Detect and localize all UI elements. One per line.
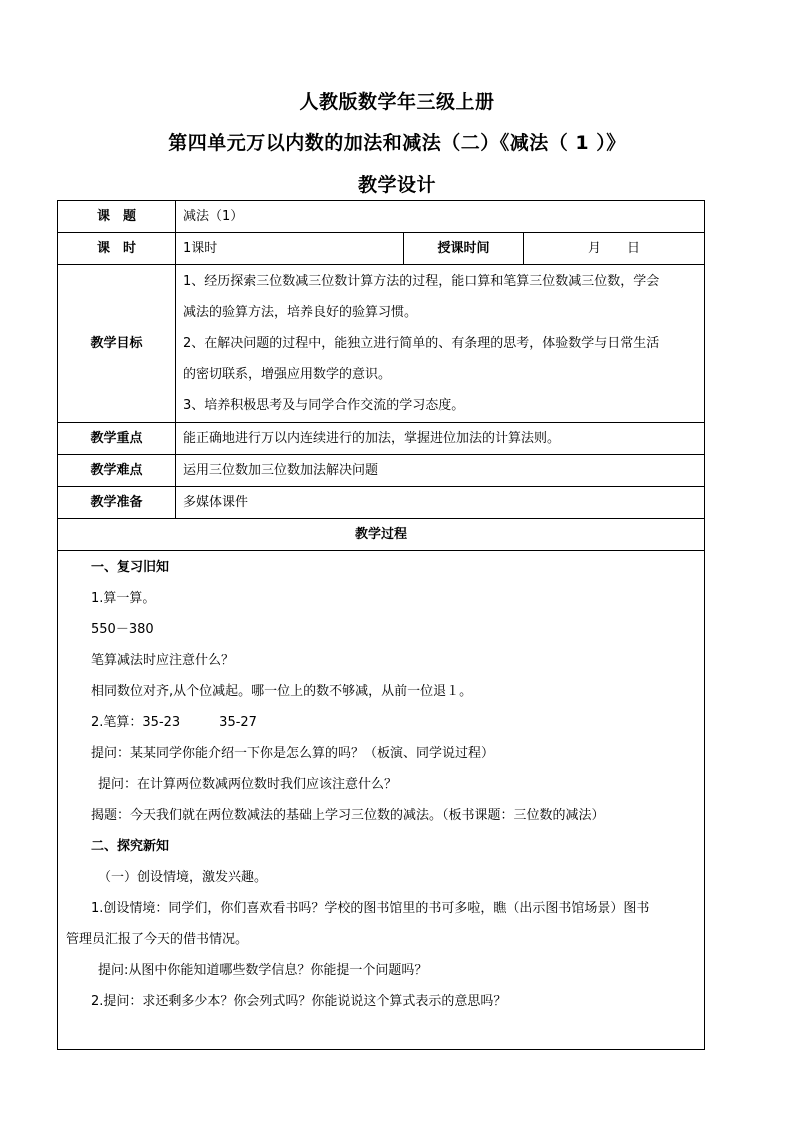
period-row [58,233,705,265]
difficulty-label: 教学难点 [58,455,176,487]
process-line: 揭题：今天我们就在两位数减法的基础上学习三位数的减法。（板书课题：三位数的减法） [91,808,605,823]
period-label: 课 时 [58,233,176,265]
doc-heading: 教学设计 [357,174,436,196]
process-line: 提问:从图中你能知道哪些数学信息？你能提一个问题吗？ [98,963,428,978]
time-value: 月 日 [524,233,705,265]
objectives-row [58,265,705,423]
difficulty-row [58,455,705,487]
process-line: 管理员汇报了今天的借书情况。 [66,932,249,947]
prep-label: 教学准备 [58,487,176,519]
lesson-plan-table [57,200,705,1050]
topic-value: 减法（1） [176,201,705,233]
process-row [58,551,705,1050]
topic-row [58,201,705,233]
objective-line: 减法的验算方法，培养良好的验算习惯。 [183,305,418,320]
objective-line: 的密切联系，增强应用数学的意识。 [183,367,392,382]
process-line: 2.提问：求还剩多少本？你会列式吗？你能说说这个算式表示的意思吗？ [91,994,507,1009]
key-label: 教学重点 [58,423,176,455]
objective-line: 3、培养积极思考及与同学合作交流的学习态度。 [183,398,465,413]
period-value: 1课时 [176,233,404,265]
time-label: 授课时间 [404,233,524,265]
prep-value: 多媒体课件 [176,487,705,519]
objective-line: 2、在解决问题的过程中，能独立进行简单的、有条理的思考，体验数学与日常生活 [183,336,660,351]
process-line: （一）创设情境，激发兴趣。 [98,870,268,885]
process-line: 相同数位对齐,从个位减起。哪一位上的数不够减，从前一位退１。 [91,684,473,699]
objectives-label: 教学目标 [58,265,176,423]
process-line: 提问：在计算两位数减两位数时我们应该注意什么？ [98,777,398,792]
process-line: 提问：某某同学你能介绍一下你是怎么算的吗？（板演、同学说过程） [91,746,495,761]
difficulty-value: 运用三位数加三位数加法解决问题 [176,455,705,487]
key-value: 能正确地进行万以内连续进行的加法，掌握进位加法的计算法则。 [176,423,705,455]
doc-title: 人教版数学年三级上册 [299,91,495,113]
process-cell [58,551,705,1050]
doc-subtitle: 第四单元万以内数的加法和减法（二）《减法（ 1 ）》 [168,132,626,154]
prep-row [58,487,705,519]
process-label: 教学过程 [58,519,705,551]
process-line: 550－380 [91,622,154,637]
process-line: 2.笔算：35-23 35-27 [91,715,257,730]
objectives-cell [176,265,705,423]
process-line: 笔算减法时应注意什么？ [91,653,235,668]
topic-label: 课 题 [58,201,176,233]
objective-line: 1、经历探索三位数减三位数计算方法的过程，能口算和笔算三位数减三位数，学会 [183,274,660,289]
process-header-row [58,519,705,551]
key-row [58,423,705,455]
section-heading: 一、复习旧知 [91,560,170,575]
process-line: 1.创设情境：同学们，你们喜欢看书吗？学校的图书馆里的书可多啦，瞧（出示图书馆场景）图书 [91,901,650,916]
section-heading: 二、探究新知 [91,839,170,854]
process-line: 1.算一算。 [91,591,156,606]
